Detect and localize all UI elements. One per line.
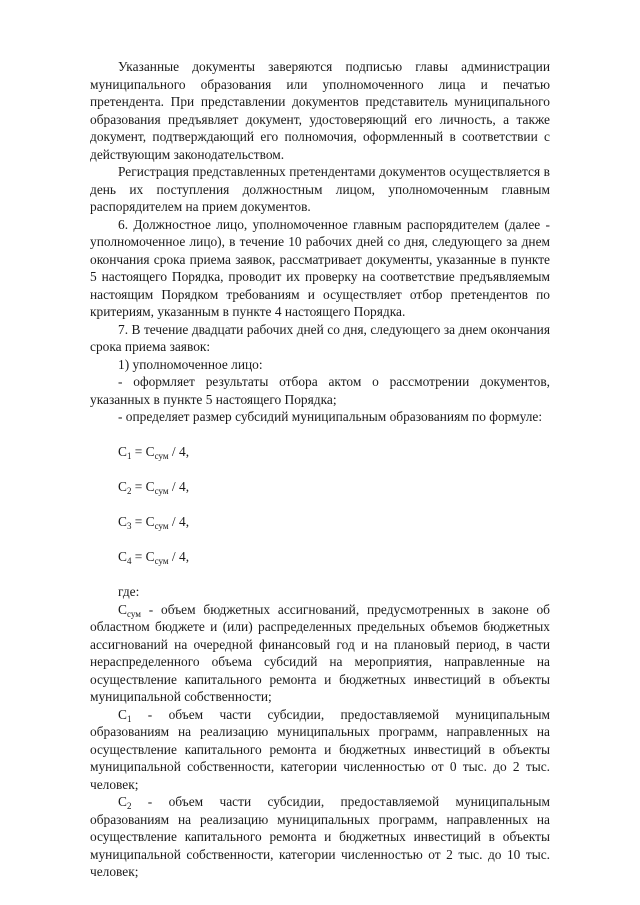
formula-c3: $C_3 = C_{сум} / 4$, [118, 514, 190, 531]
definition-c-sum: $C_{сум}$ - объем бюджетных ассигнований, предусмотренных в законе об областном бюджете и (или) распределенных предельных объемов бюджетных ассигнований на очередной финансовый год и на плановый период, в части нераспределенного объема субсидий на мероприятия, направленные на осуществление капитального ремонта и бюджетных инвестиций в объекты муниципальной собственности; [90, 601, 550, 704]
formula-c2: $C_2 = C_{сум} / 4$, [118, 479, 190, 496]
paragraph-registration: Регистрация представленных претендентами документов осуществляется в день их поступления должностным лицом, уполномоченным главным распорядителем на прием документов. [90, 164, 550, 214]
paragraph-item-6: 6. Должностное лицо, уполномоченное главным распорядителем (далее - уполномоченное лицо), в течение 10 рабочих дней со дня, следующего за днем окончания срока приема заявок, рассматривает документы, указанные в пункте 5 настоящего Порядка, проводит их проверку на соответствие предъявляемым настоящим Порядком требованиям и осуществляет отбор претендентов по критериям, указанным в пункте 4 настоящего Порядка. [90, 216, 550, 319]
paragraph-certification: Указанные документы заверяются подписью главы администрации муниципального образования или уполномоченного лица и печатью претендента. При представлении документов представитель муниципального образования предъявляет документ, удостоверяющий его личность, а также документ, подтверждающий его полномочия, оформленный в соответствии с действующим законодательством. [90, 59, 550, 162]
where-label: где: [118, 584, 140, 599]
formula-c4: $C_4 = C_{сум} / 4$, [118, 549, 190, 566]
definition-c1: $C_1$ - объем части субсидии, предоставляемой муниципальным образованиям на реализацию муниципальных программ, направленных на осуществление капитального ремонта и бюджетных инвестиций в объекты муниципальной собственности, категории численностью от 0 тыс. до 2 тыс. человек; [90, 706, 550, 792]
paragraph-act-of-review: - оформляет результаты отбора актом о рассмотрении документов, указанных в пункте 5 настоящего Порядка; [90, 374, 550, 407]
formula-c1: $C_1 = C_{сум} / 4$, [118, 444, 190, 461]
paragraph-formula-intro: - определяет размер субсидий муниципальным образованиям по формуле: [118, 409, 543, 424]
definition-c2: $C_2$ - объем части субсидии, предоставляемой муниципальным образованиям на реализацию муниципальных программ, направленных на осуществление капитального ремонта и бюджетных инвестиций в объекты муниципальной собственности, категории численностью от 2 тыс. до 10 тыс. человек; [90, 794, 550, 879]
paragraph-subitem-1: 1) уполномоченное лицо: [118, 356, 263, 372]
paragraph-item-7: 7. В течение двадцати рабочих дней со дня, следующего за днем окончания срока приема заявок: [90, 321, 550, 354]
document-page [90, 58, 550, 881]
